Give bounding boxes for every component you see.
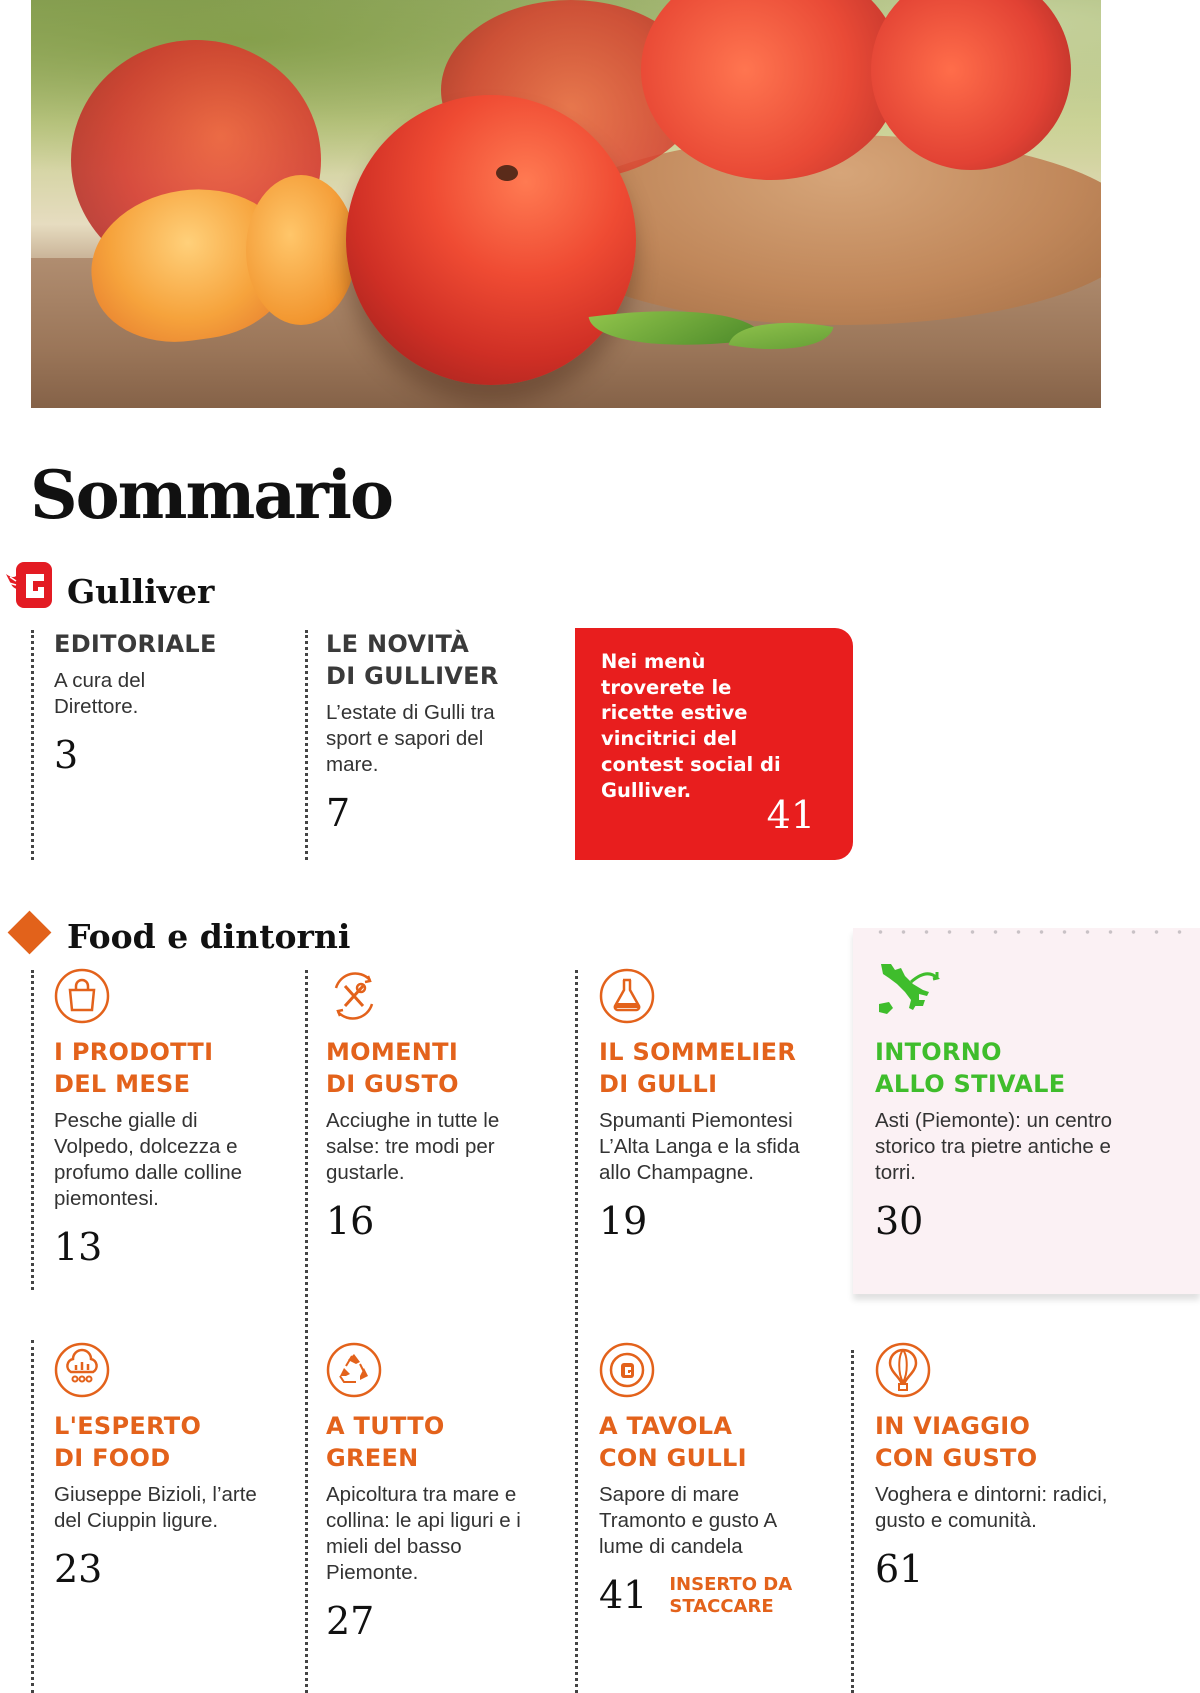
entry-heading: A TUTTO GREEN [326, 1412, 445, 1472]
shopping-bag-icon [54, 968, 110, 1024]
entry-description: Asti (Piemonte): un centro storico tra pietre antiche e torri. [875, 1109, 1112, 1184]
insert-label: INSERTO DA STACCARE [669, 1574, 793, 1617]
entry-heading: MOMENTI DI GUSTO [326, 1038, 459, 1098]
section-heading-food: Food e dintorni [67, 917, 351, 956]
entry-description: Spumanti Piemontesi L’Alta Langa e la sfida allo Champagne. [599, 1109, 800, 1184]
entry-description: A cura del Direttore. [54, 669, 146, 718]
entry-page-number: 7 [326, 791, 351, 835]
hot-air-balloon-icon [875, 1342, 931, 1398]
gulliver-logo-icon [4, 560, 54, 610]
entry-page-number: 19 [599, 1199, 648, 1243]
highlight-text: Nei menù troverete le ricette estive vincitrici del contest social di Gulliver. [601, 650, 781, 802]
italy-map-icon [875, 960, 943, 1024]
column-divider [851, 1350, 854, 1693]
toc-entry-tavola[interactable] [599, 1342, 849, 1618]
column-divider [31, 630, 34, 860]
entry-heading: IL SOMMELIER DI GULLI [599, 1038, 797, 1098]
entry-heading: INTORNO ALLO STIVALE [875, 1038, 1066, 1098]
highlight-page-number: 41 [766, 793, 815, 837]
entry-heading: IN VIAGGIO CON GUSTO [875, 1412, 1038, 1472]
toc-entry-green[interactable] [326, 1342, 556, 1643]
entry-description: Voghera e dintorni: radici, gusto e comunità. [875, 1483, 1108, 1532]
column-divider [31, 970, 34, 1290]
entry-heading: L'ESPERTO DI FOOD [54, 1412, 202, 1472]
entry-page-number: 13 [54, 1225, 103, 1269]
entry-description: L’estate di Gulli tra sport e sapori del mare. [326, 701, 495, 776]
main-peach [346, 95, 636, 385]
column-divider [575, 970, 578, 1693]
recycle-icon [326, 1342, 382, 1398]
entry-page-number: 30 [875, 1199, 924, 1243]
entry-page-number: 61 [875, 1547, 924, 1591]
chef-hat-icon [54, 1342, 110, 1398]
entry-page-number: 27 [326, 1599, 375, 1643]
gulliver-plate-icon [599, 1342, 655, 1398]
section-heading-gulliver: Gulliver [67, 572, 215, 611]
entry-description: Giuseppe Bizioli, l’arte del Ciuppin ligure. [54, 1483, 257, 1532]
toc-entry-esperto[interactable] [54, 1342, 284, 1591]
column-divider [31, 1340, 34, 1693]
entry-page-number: 3 [54, 733, 79, 777]
toc-entry-sommelier[interactable] [599, 968, 829, 1243]
entry-description: Apicoltura tra mare e collina: le api liguri e i mieli del basso Piemonte. [326, 1483, 521, 1584]
toc-entry-viaggio[interactable] [875, 1342, 1135, 1591]
entry-description: Sapore di mare Tramonto e gusto A lume di candela [599, 1483, 777, 1558]
entry-page-number: 23 [54, 1547, 103, 1591]
column-divider [305, 970, 308, 1693]
toc-entry-editoriale[interactable] [54, 628, 284, 777]
entry-heading: A TAVOLA CON GULLI [599, 1412, 747, 1472]
toc-entry-stivale[interactable] [875, 960, 1112, 1243]
diamond-bullet-icon [8, 911, 52, 955]
entry-heading: LE NOVITÀ DI GULLIVER [326, 630, 499, 690]
page-title: Sommario [30, 456, 392, 534]
entry-description: Acciughe in tutte le salse: tre modi per gustarle. [326, 1109, 500, 1184]
column-divider [305, 630, 308, 860]
wine-flask-icon [599, 968, 655, 1024]
entry-page-number: 41 [599, 1573, 648, 1617]
fork-knife-icon [326, 968, 382, 1024]
entry-page-number: 16 [326, 1199, 375, 1243]
entry-heading: I PRODOTTI DEL MESE [54, 1038, 214, 1098]
hero-peach-photo [31, 0, 1101, 408]
entry-description: Pesche gialle di Volpedo, dolcezza e profumo dalle colline piemontesi. [54, 1109, 243, 1210]
toc-entry-prodotti[interactable] [54, 968, 284, 1269]
entry-heading: EDITORIALE [54, 630, 217, 658]
toc-entry-momenti[interactable] [326, 968, 556, 1243]
highlight-box-menu[interactable] [575, 628, 853, 860]
toc-entry-novita[interactable] [326, 628, 556, 835]
